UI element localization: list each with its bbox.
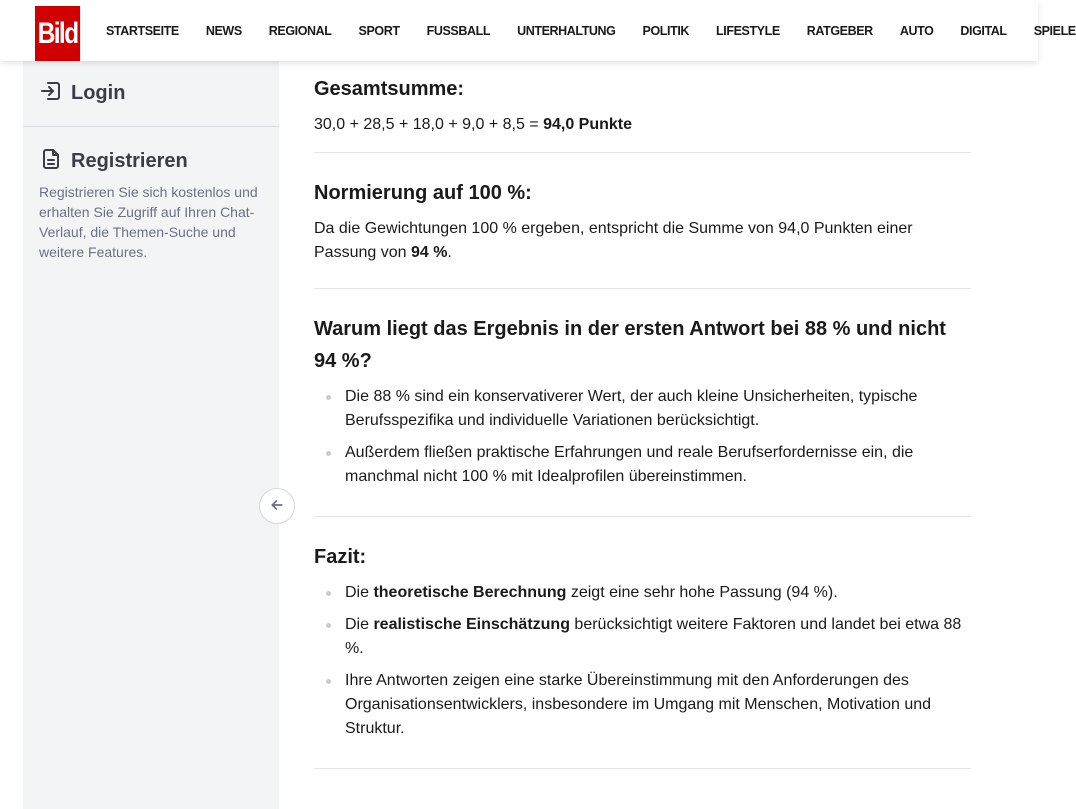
section-text: [314, 113, 971, 137]
section-heading: Gesamtsumme:: [314, 78, 465, 100]
section-fazit: [314, 517, 971, 769]
text-bold: realistische Einschätzung: [373, 616, 570, 633]
text-bold: theoretische Berechnung: [373, 584, 567, 601]
text-part: Die: [345, 584, 374, 601]
text-bold: 94 %: [410, 244, 448, 261]
text-part: 30,0 + 28,5 + 18,0 + 9,0 + 8,5 =: [314, 116, 544, 133]
bullet-list: [314, 385, 971, 489]
section-text: [314, 217, 971, 265]
register-panel: [23, 127, 279, 262]
nav-lifestyle[interactable]: LIFESTYLE: [716, 23, 780, 38]
section-warum: [314, 289, 971, 517]
text-part: berücksichtigt weitere Faktoren und landet bei etwa 88 %.: [345, 616, 962, 657]
sidebar: [23, 61, 279, 809]
login-icon: [39, 79, 63, 108]
main-nav: [106, 0, 1076, 61]
list-item: [314, 581, 971, 605]
nav-auto[interactable]: AUTO: [899, 23, 934, 38]
nav-ratgeber[interactable]: RATGEBER: [806, 23, 873, 38]
document-icon: [39, 147, 63, 176]
login-button[interactable]: [23, 61, 279, 127]
register-button[interactable]: [39, 147, 263, 176]
section-heading: Warum liegt das Ergebnis in der ersten Antwort bei 88 % und nicht 94 %?: [314, 318, 946, 372]
bullet-list: [314, 581, 971, 741]
register-label: Registrieren: [71, 150, 188, 172]
logo-text: Bild: [37, 16, 78, 50]
section-heading: Fazit:: [314, 546, 367, 568]
list-item: Die 88 % sind ein konservativerer Wert, der auch kleine Unsicherheiten, typische Berufsspezifika und individuelle Variationen berücksichtigt.: [314, 385, 971, 433]
arrow-left-icon: [269, 497, 285, 516]
text-part: zeigt eine sehr hohe Passung (94 %).: [566, 584, 838, 601]
collapse-sidebar-button[interactable]: [259, 488, 295, 524]
nav-politik[interactable]: POLITIK: [642, 23, 690, 38]
register-description: Registrieren Sie sich kostenlos und erhalten Sie Zugriff auf Ihren Chat-Verlauf, die Themen-Suche und weitere Features.: [39, 184, 258, 260]
top-navigation-bar: [0, 0, 1076, 61]
login-label: Login: [71, 82, 126, 104]
nav-fussball[interactable]: FUSSBALL: [426, 23, 491, 38]
list-item: Ihre Antworten zeigen eine starke Übereinstimmung mit den Anforderungen des Organisationsentwicklers, insbesondere im Umgang mit Menschen, Motivation und Struktur.: [314, 669, 971, 741]
nav-news[interactable]: NEWS: [205, 23, 242, 38]
bild-logo[interactable]: [35, 6, 80, 61]
text-part: .: [447, 244, 452, 261]
nav-unterhaltung[interactable]: UNTERHALTUNG: [517, 23, 616, 38]
list-item: [314, 613, 971, 661]
nav-spiele[interactable]: SPIELE: [1033, 23, 1076, 38]
section-heading: Normierung auf 100 %:: [314, 182, 532, 204]
nav-sport[interactable]: SPORT: [358, 23, 400, 38]
list-item: Außerdem fließen praktische Erfahrungen und reale Berufserfordernisse ein, die manchmal nicht 100 % mit Idealprofilen übereinstimmen.: [314, 441, 971, 489]
section-gesamtsumme: [314, 61, 971, 153]
section-normierung: [314, 153, 971, 289]
text-part: Da die Gewichtungen 100 % ergeben, entspricht die Summe von 94,0 Punkten einer Passung von: [314, 220, 913, 261]
text-part: Die: [345, 616, 374, 633]
chat-answer-content: [314, 61, 971, 769]
nav-startseite[interactable]: STARTSEITE: [106, 23, 179, 38]
nav-regional[interactable]: REGIONAL: [268, 23, 332, 38]
nav-digital[interactable]: DIGITAL: [960, 23, 1007, 38]
text-bold: 94,0 Punkte: [543, 116, 633, 133]
